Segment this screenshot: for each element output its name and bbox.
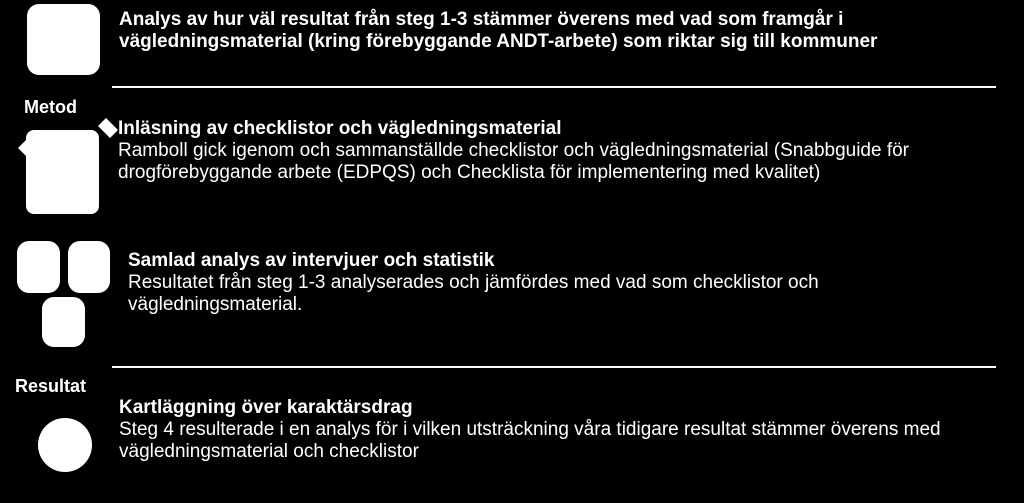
- divider-metod: [112, 86, 996, 88]
- document-icon: [14, 108, 124, 218]
- step-inlasning-body: Ramboll gick igenom och sammanställde checklistor och vägledningsmaterial (Snabbguide för drogförebyggande arbete (EDPQS) och Checklista för implementering med kvalitet): [118, 140, 910, 183]
- analysis-square-icon: [27, 4, 100, 75]
- divider-resultat: [112, 366, 996, 368]
- label-resultat: Resultat: [15, 376, 87, 396]
- step-samlad-body: Resultatet från steg 1-3 analyserades och jämfördes med vad som checklistor och vägledningsmaterial.: [128, 272, 819, 315]
- step-analys-title: Analys av hur väl resultat från steg 1-3 stämmer överens med vad som framgår i vägledningsmaterial (kring förebyggande ANDT-arbete) som riktar sig till kommuner: [119, 9, 878, 52]
- result-circle-icon: [38, 418, 92, 472]
- step-kartlaggning: [119, 397, 999, 463]
- step-samlad-title: Samlad analys av intervjuer och statistik: [128, 250, 495, 271]
- cluster-square-icon-right: [68, 241, 110, 293]
- step-inlasning-title: Inläsning av checklistor och vägledningsmaterial: [118, 118, 562, 139]
- step-kartlaggning-title: Kartläggning över karaktärsdrag: [119, 397, 413, 418]
- step-samlad: [128, 250, 988, 316]
- step-analys: [119, 9, 1014, 53]
- step-kartlaggning-body: Steg 4 resulterade i en analys för i vilken utsträckning våra tidigare resultat stämmer överens med vägledningsmaterial och checklistor: [119, 419, 941, 462]
- label-metod: Metod: [24, 97, 77, 117]
- cluster-square-icon-left: [17, 241, 60, 293]
- cluster-square-icon-bottom: [42, 297, 85, 347]
- step-inlasning: [118, 118, 998, 184]
